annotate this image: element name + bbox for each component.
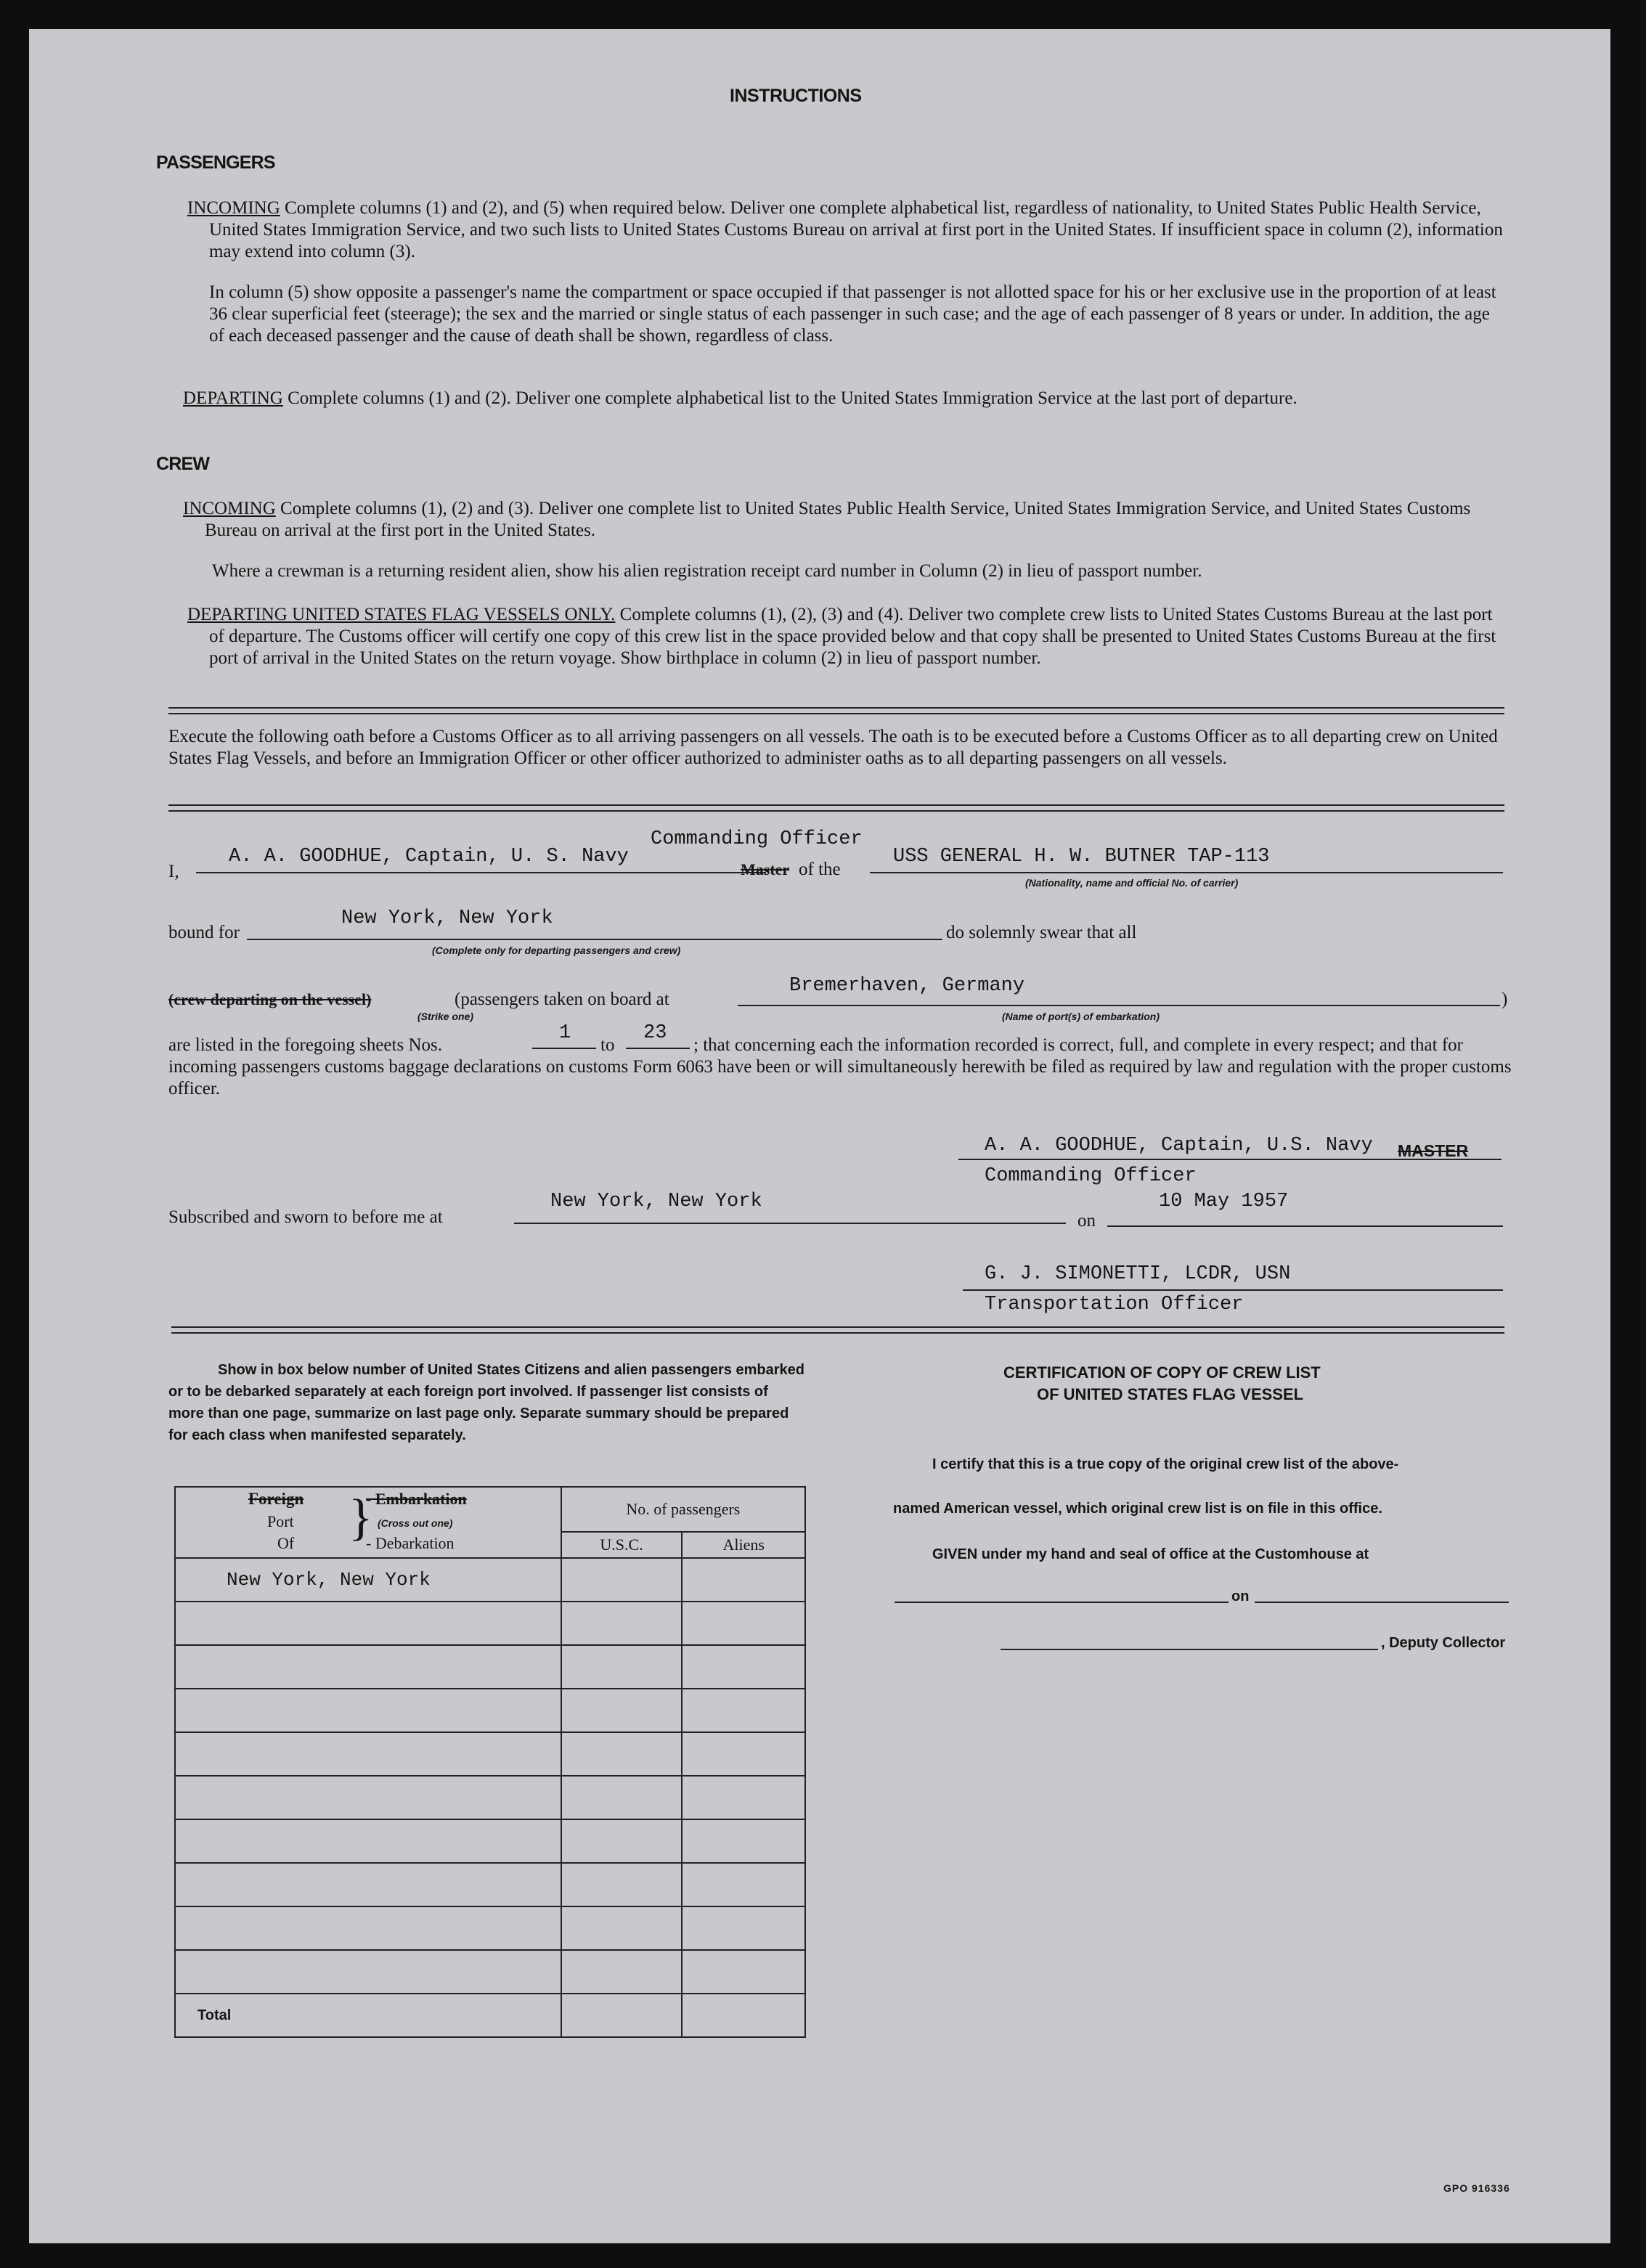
table-row (175, 1950, 805, 1994)
sheet-to: 23 (643, 1022, 667, 1044)
row-aliens (682, 1906, 805, 1950)
port-header-cell (175, 1487, 561, 1558)
departing-flag-paragraph (187, 604, 1509, 669)
subscribed-place-line (514, 1223, 1066, 1224)
column5-paragraph: In column (5) show opposite a passenger's name the compartment or space occupied if that passenger is not allotted space for his or her exclusive use in the proportion of at least 36 clear superficial feet (steerage); the sex and the married or single status of each passenger in such case; and the age of each passenger of 8 years or under. In addition, the age of each deceased passenger and the cause of death shall be shown, regardless of class. (209, 282, 1496, 346)
embark-close-paren: ) (1502, 990, 1508, 1009)
signature-typed: A. A. GOODHUE, Captain, U.S. Navy (985, 1135, 1373, 1157)
cert-title-line2: OF UNITED STATES FLAG VESSEL (1037, 1385, 1304, 1403)
oath-vessel-line (870, 872, 1503, 873)
swear-text: do solemnly swear that all (946, 923, 1137, 942)
header-cross-out: (Cross out one) (378, 1517, 453, 1529)
row-usc (561, 1689, 683, 1732)
table-row (175, 1558, 805, 1602)
row-aliens (682, 1689, 805, 1732)
subscribed-place: New York, New York (550, 1191, 762, 1212)
officer-title: Transportation Officer (985, 1294, 1244, 1315)
officer-typed: G. J. SIMONETTI, LCDR, USN (985, 1263, 1291, 1285)
cert-given-text: GIVEN under my hand and seal of office at the Customhouse at (932, 1546, 1369, 1562)
crewman-paragraph: Where a crewman is a returning resident alien, show his alien registration receipt card number in Column (2) in lieu of passport number. (212, 561, 1202, 581)
row-aliens (682, 1776, 805, 1819)
subscribed-date: 10 May 1957 (1159, 1191, 1289, 1212)
row-port (175, 1732, 561, 1776)
listed-label: are listed in the foregoing sheets Nos. (168, 1035, 442, 1055)
table-row (175, 1819, 805, 1863)
strike-one-caption: (Strike one) (417, 1011, 474, 1022)
subscribed-on-label: on (1077, 1211, 1096, 1231)
summary-instructions: Show in box below number of United States Citizens and alien passengers embarked or to be debarked separately at each foreign port involved. If passenger list consists of more than one page, summarize on last page only. Separate summary should be prepared for each class when manifested separately. (168, 1362, 804, 1443)
listed-tail-text: ; that concerning each the information recorded is correct, full, and complete in every respect; and that for incoming passengers customs baggage declarations on customs Form 6063 have been or will simultaneously herewith be filed as required by law and regulation with the proper customs officer. (168, 1035, 1512, 1098)
row-usc (561, 1906, 683, 1950)
no-passengers-label: No. of passengers (626, 1500, 741, 1518)
row-aliens (682, 1950, 805, 1994)
row-usc (561, 1863, 683, 1906)
master-struck-2: MASTER (1398, 1141, 1469, 1160)
divider-3 (171, 1326, 1504, 1334)
cert-place-line (895, 1602, 1229, 1603)
embark-line (738, 1005, 1500, 1006)
table-row (175, 1732, 805, 1776)
header-debarkation: - Debarkation (366, 1534, 455, 1552)
total-label: Total (175, 1994, 561, 2037)
row-usc (561, 1732, 683, 1776)
row-port (175, 1950, 561, 1994)
passengers-heading: PASSENGERS (156, 152, 275, 173)
bound-for-line (247, 939, 942, 940)
crew-incoming-label: INCOMING (183, 499, 276, 518)
row-port: New York, New York (175, 1558, 561, 1602)
passengers-incoming-paragraph (187, 197, 1509, 263)
usc-header (561, 1532, 683, 1558)
table-row (175, 1776, 805, 1819)
row-usc (561, 1645, 683, 1689)
oath-of-the: of the (799, 860, 841, 879)
instructions-title: INSTRUCTIONS (730, 86, 862, 106)
usc-label: U.S.C. (600, 1535, 643, 1554)
total-aliens (682, 1994, 805, 2037)
departing-label: DEPARTING (183, 388, 283, 408)
subscribed-label: Subscribed and sworn to before me at (168, 1207, 443, 1227)
bound-for-typed: New York, New York (341, 907, 553, 929)
oath-i-label: I, (168, 862, 179, 881)
sheet-from: 1 (559, 1022, 571, 1044)
embark-typed: Bremerhaven, Germany (789, 975, 1025, 997)
deputy-signature-line (1001, 1649, 1378, 1650)
crew-incoming-text: Complete columns (1), (2) and (3). Deliver one complete list to United States Public Health Service, United States Immigration Service, and United States Customs Bureau on arrival at the first port in the United States. (205, 499, 1471, 540)
oath-title-typed: Commanding Officer (651, 828, 863, 850)
brace-icon: } (349, 1490, 373, 1546)
departing-flag-text: Complete columns (1), (2), (3) and (4). Deliver two complete crew lists to United States Customs Bureau at the last port of departure. The Customs officer will certify one copy of this crew list in the space provided below and that copy shall be presented to United States Customs Bureau at the first port of arrival in the United States on the return voyage. Show birthplace in column (2) in lieu of passport number. (209, 605, 1496, 668)
officer-line (963, 1289, 1503, 1291)
bound-for-caption: (Complete only for departing passengers and crew) (432, 945, 681, 956)
row-port (175, 1602, 561, 1645)
row-port (175, 1689, 561, 1732)
row-aliens (682, 1602, 805, 1645)
table-row (175, 1906, 805, 1950)
subscribed-date-line (1107, 1225, 1503, 1227)
row-port (175, 1819, 561, 1863)
header-port: Port (267, 1512, 294, 1530)
row-usc (561, 1602, 683, 1645)
header-embarkation: - Embarkation (366, 1490, 467, 1508)
table-row (175, 1863, 805, 1906)
cert-text-line2: named American vessel, which original crew list is on file in this office. (893, 1501, 1382, 1517)
oath-vessel-typed: USS GENERAL H. W. BUTNER TAP-113 (893, 846, 1270, 868)
row-port (175, 1906, 561, 1950)
row-usc (561, 1819, 683, 1863)
divider-1 (168, 707, 1504, 714)
row-port (175, 1776, 561, 1819)
passengers-departing-paragraph (183, 388, 1509, 409)
total-row (175, 1994, 805, 2037)
header-of: Of (277, 1534, 295, 1552)
row-usc (561, 1776, 683, 1819)
header-foreign: Foreign (248, 1490, 304, 1508)
row-port (175, 1863, 561, 1906)
incoming-text: Complete columns (1) and (2), and (5) when required below. Deliver one complete alphabetical list, regardless of nationality, to United States Public Health Service, United States Immigration Service, and two such lists to United States Customs Bureau on arrival at first port in the United States. If insufficient space in column (2), information may extend into column (3). (209, 198, 1503, 261)
table-row (175, 1689, 805, 1732)
listed-tail (168, 1035, 1519, 1100)
deputy-label: , Deputy Collector (1381, 1635, 1506, 1651)
table-row (175, 1602, 805, 1645)
no-passengers-header (561, 1487, 805, 1532)
bound-for-label: bound for (168, 923, 240, 942)
oath-vessel-caption: (Nationality, name and official No. of carrier) (1025, 877, 1239, 889)
to-label: to (600, 1035, 615, 1055)
row-aliens (682, 1819, 805, 1863)
row-aliens (682, 1558, 805, 1602)
crew-heading: CREW (156, 454, 210, 474)
oath-note: Execute the following oath before a Customs Officer as to all arriving passengers on all vessels. The oath is to be executed before a Customs Officer as to all departing crew on United States Flag Vessels, and before an Immigration Officer or other officer authorized to administer oaths as to all departing passengers on all vessels. (168, 727, 1498, 768)
signature-title: Commanding Officer (985, 1165, 1197, 1187)
crew-struck: (crew departing on the vessel) (168, 990, 372, 1008)
table-row (175, 1645, 805, 1689)
row-port (175, 1645, 561, 1689)
document-sheet (29, 29, 1610, 2243)
signature-line (958, 1159, 1502, 1160)
row-aliens (682, 1732, 805, 1776)
cert-date-line (1255, 1602, 1509, 1603)
cert-on-label: on (1231, 1588, 1250, 1604)
total-usc (561, 1994, 683, 2037)
oath-master-struck: Master (741, 860, 790, 878)
divider-2 (168, 804, 1504, 812)
incoming-label: INCOMING (187, 198, 280, 218)
embark-caption: (Name of port(s) of embarkation) (1002, 1011, 1160, 1022)
ports-table (174, 1486, 806, 2038)
aliens-header (682, 1532, 805, 1558)
gpo-number: GPO 916336 (1443, 2182, 1510, 2194)
departing-text: Complete columns (1) and (2). Deliver one complete alphabetical list to the United States Immigration Service at the last port of departure. (288, 388, 1297, 408)
cert-text-line1: I certify that this is a true copy of the original crew list of the above- (932, 1456, 1399, 1472)
row-usc (561, 1558, 683, 1602)
crew-incoming-paragraph (183, 498, 1509, 542)
row-usc (561, 1950, 683, 1994)
cert-title-line1: CERTIFICATION OF COPY OF CREW LIST (1003, 1363, 1321, 1382)
departing-flag-label: DEPARTING UNITED STATES FLAG VESSELS ONLY. (187, 605, 616, 624)
row-aliens (682, 1863, 805, 1906)
passengers-taken-label: (passengers taken on board at (455, 990, 669, 1009)
aliens-label: Aliens (722, 1535, 765, 1554)
oath-name-line (196, 872, 766, 873)
oath-name-typed: A. A. GOODHUE, Captain, U. S. Navy (229, 846, 629, 868)
row-aliens (682, 1645, 805, 1689)
